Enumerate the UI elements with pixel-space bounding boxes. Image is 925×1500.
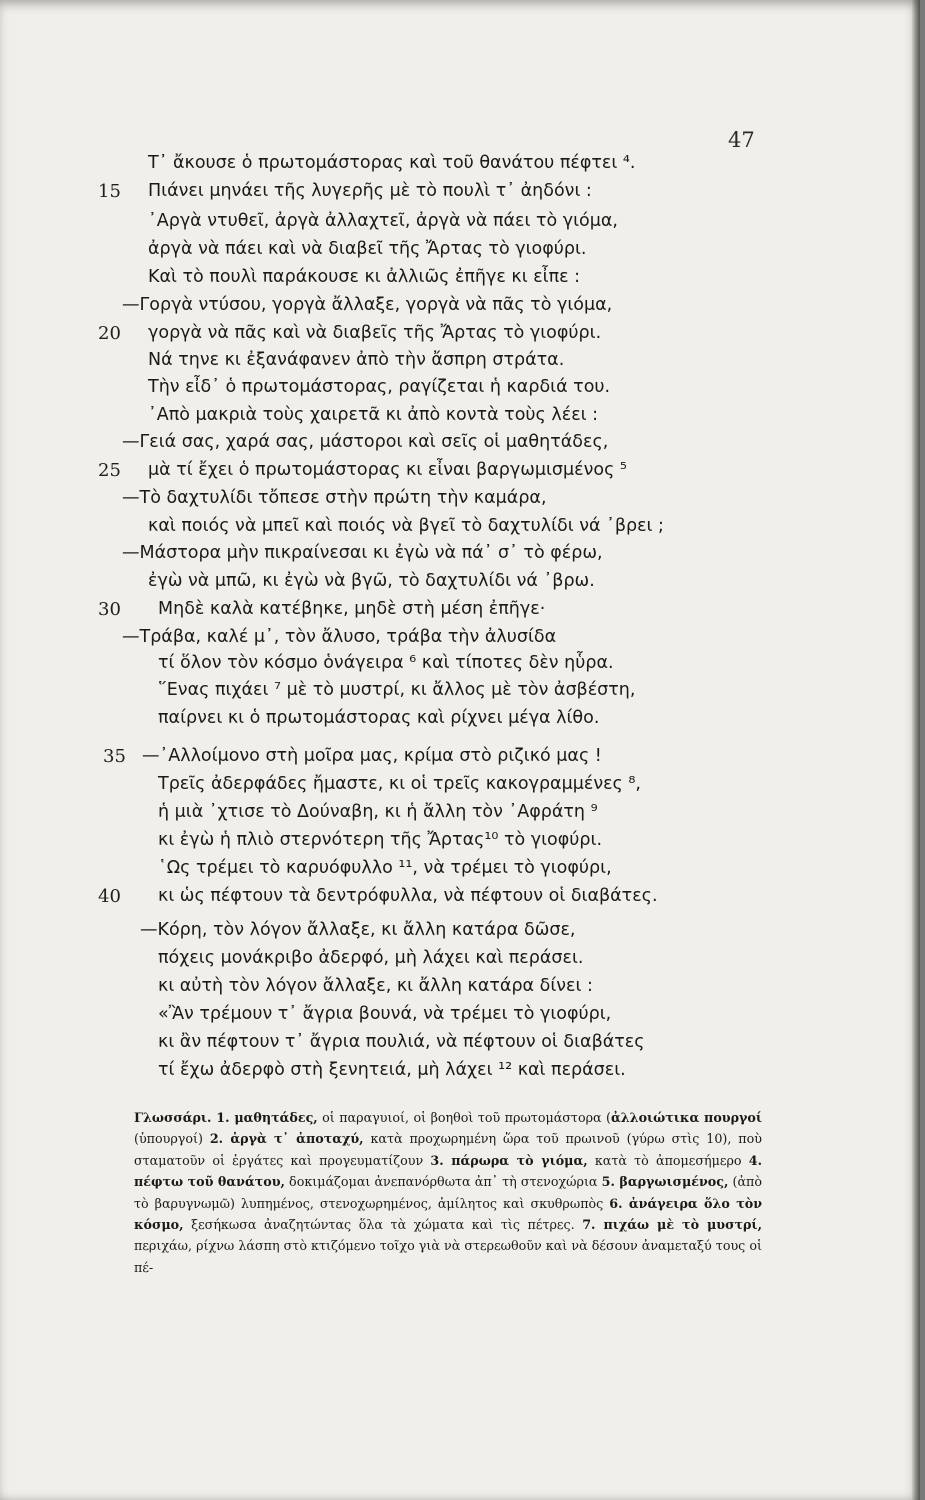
- verse-text: «Ἂν τρέμουν τ᾽ ἄγρια βουνά, νὰ τρέμει τὸ γιοφύρι,: [158, 1004, 612, 1024]
- verse-line: [0, 153, 880, 181]
- verse-line: [0, 323, 880, 351]
- glossary-term: 4. πέφτω τοῦ θανάτου,: [134, 1152, 763, 1190]
- verse-line: [0, 267, 880, 295]
- verse-line: [0, 627, 880, 655]
- verse-line: [0, 802, 880, 830]
- glossary-footnote: [134, 1107, 762, 1278]
- verse-line: [0, 886, 880, 914]
- verse-line: [0, 830, 880, 858]
- verse-line: [0, 653, 880, 681]
- verse-line: [0, 599, 880, 627]
- verse-text: ἐγὼ νὰ μπῶ, κι ἐγὼ νὰ βγῶ, τὸ δαχτυλίδι νά ᾽βρω.: [148, 571, 595, 591]
- verse-line: [0, 571, 880, 599]
- glossary-definition: κατὰ τὸ ἀπομεσήμερο: [587, 1152, 749, 1168]
- verse-line: [0, 746, 880, 774]
- verse-text: μὰ τί ἔχει ὁ πρωτομάστορας κι εἶναι βαργωμισμένος ⁵: [148, 460, 627, 480]
- verse-text: τί ὅλον τὸν κόσμο ὁνάγειρα ⁶ καὶ τίποτες δὲν ηὗρα.: [158, 653, 614, 673]
- verse-text: κι αὐτὴ τὸν λόγον ἄλλαξε, κι ἄλλη κατάρα δίνει :: [158, 976, 593, 996]
- verse-text: Νά τηνε κι ἐξανάφανεν ἀπὸ τὴν ἄσπρη στράτα.: [148, 350, 565, 370]
- verse-text: παίρνει κι ὁ πρωτομάστορας καὶ ρίχνει μέγα λίθο.: [158, 708, 600, 728]
- verse-text: —Τράβα, καλέ μ᾽, τὸν ἄλυσο, τράβα τὴν ἀλυσίδα: [122, 627, 557, 647]
- verse-line: [0, 774, 880, 802]
- page-number: 47: [728, 128, 755, 152]
- glossary-term: 6. ἀνάγειρα ὅλο τὸν κόσμο,: [134, 1195, 762, 1233]
- verse-line: [0, 295, 880, 323]
- verse-text: ῞Ενας πιχάει ⁷ μὲ τὸ μυστρί, κι ἄλλος μὲ τὸν ἀσβέστη,: [158, 680, 636, 700]
- verse-text: ᾿Απὸ μακριὰ τοὺς χαιρετᾶ κι ἀπὸ κοντὰ τοὺς λέει :: [148, 405, 599, 425]
- verse-text: —Κόρη, τὸν λόγον ἄλλαξε, κι ἄλλη κατάρα δῶσε,: [140, 920, 576, 940]
- verse-text: —᾿Αλλοίμονο στὴ μοῖρα μας, κρίμα στὸ ριζικό μας !: [142, 746, 602, 766]
- verse-text: καὶ ποιός νὰ μπεῖ καὶ ποιός νὰ βγεῖ τὸ δαχτυλίδι νά ᾽βρει ;: [148, 516, 664, 536]
- verse-line: [0, 181, 880, 209]
- verse-text: κι ἂν πέφτουν τ᾽ ἄγρια πουλιά, νὰ πέφτουν οἱ διαβάτες: [158, 1032, 645, 1052]
- glossary-definition: κατὰ προχωρημένη ὥρα τοῦ πρωινοῦ (γύρω στὶς 10), ποὺ σταματοῦν οἱ ἐργάτες καὶ προγευματίζουν: [134, 1131, 762, 1168]
- verse-text: Τ᾽ ἄκουσε ὁ πρωτομάστορας καὶ τοῦ θανάτου πέφτει ⁴.: [148, 153, 636, 173]
- line-number: 35: [103, 746, 126, 767]
- line-number: 40: [98, 886, 121, 907]
- glossary-term: ἀλλοιώτικα πουργοί: [611, 1110, 762, 1125]
- glossary-term: 2. ἀργὰ τ᾽ ἀποταχύ,: [209, 1131, 364, 1147]
- verse-text: —Μάστορα μὴν πικραίνεσαι κι ἐγὼ νὰ πά᾽ σ᾽ τὸ φέρω,: [122, 543, 603, 563]
- verse-line: [0, 377, 880, 405]
- verse-line: [0, 708, 880, 736]
- verse-line: [0, 680, 880, 708]
- glossary-definition: (ὑπουργοί): [134, 1131, 210, 1147]
- glossary-definition: περιχάω, ρίχνω λάσπη στὸ κτιζόμενο τοῖχο γιὰ νὰ στερεωθοῦν καὶ νὰ δέσουν ἀναμεταξύ τους οἱ πέ-: [134, 1238, 762, 1275]
- verse-text: ῾Ως τρέμει τὸ καρυόφυλλο ¹¹, νὰ τρέμει τὸ γιοφύρι,: [158, 858, 612, 878]
- glossary-definition: ξεσήκωσα ἀναζητώντας ὅλα τὰ χώματα καὶ τὶς πέτρες.: [183, 1217, 583, 1233]
- verse-line: [0, 948, 880, 976]
- verse-text: ᾿Αργὰ ντυθεῖ, ἀργὰ ἀλλαχτεῖ, ἀργὰ νὰ πάει τὸ γιόμα,: [148, 211, 618, 231]
- verse-line: [0, 405, 880, 433]
- verse-line: [0, 488, 880, 516]
- verse-text: —Γοργὰ ντύσου, γοργὰ ἄλλαξε, γοργὰ νὰ πᾶς τὸ γιόμα,: [122, 295, 613, 315]
- glossary-term: 5. βαργωισμένος,: [601, 1174, 729, 1190]
- line-number: 30: [98, 599, 121, 620]
- glossary-term: 3. πάρωρα τὸ γιόμα,: [430, 1152, 588, 1168]
- verse-text: Τρεῖς ἀδερφάδες ἤμαστε, κι οἱ τρεῖς κακογραμμένες ⁸,: [158, 774, 641, 794]
- verse-line: [0, 920, 880, 948]
- verse-text: Μηδὲ καλὰ κατέβηκε, μηδὲ στὴ μέση ἐπῆγε·: [158, 599, 546, 619]
- verse-line: [0, 858, 880, 886]
- verse-text: Τὴν εἶδ᾽ ὁ πρωτομάστορας, ραγίζεται ἡ καρδιά του.: [148, 377, 611, 397]
- verse-text: κι ἐγὼ ἡ πλιὸ στερνότερη τῆς Ἄρτας¹⁰ τὸ γιοφύρι.: [158, 830, 603, 850]
- line-number: 25: [98, 460, 121, 481]
- verse-line: [0, 1004, 880, 1032]
- verse-line: [0, 350, 880, 378]
- glossary-definition: οἱ παραγυιοί, οἱ βοηθοὶ τοῦ πρωτομάστορα (: [317, 1110, 612, 1125]
- glossary-definition: (ἀπὸ τὸ βαρυγνωμῶ) λυπημένος, στενοχωρημένος, ἀμίλητος καὶ σκυθρωπὸς: [134, 1174, 763, 1211]
- verse-line: [0, 1032, 880, 1060]
- verse-line: [0, 976, 880, 1004]
- glossary-term: Γλωσσάρι. 1. μαθητάδες,: [134, 1110, 318, 1125]
- line-number: 15: [98, 181, 121, 202]
- verse-line: [0, 460, 880, 488]
- verse-text: ἡ μιὰ ᾽χτισε τὸ Δούναβη, κι ἡ ἄλλη τὸν ᾽Αφράτη ⁹: [158, 802, 598, 822]
- verse-line: [0, 432, 880, 460]
- verse-text: —Γειά σας, χαρά σας, μάστοροι καὶ σεῖς οἱ μαθητάδες,: [122, 432, 609, 452]
- verse-line: [0, 239, 880, 267]
- verse-text: ἀργὰ νὰ πάει καὶ νὰ διαβεῖ τῆς Ἄρτας τὸ γιοφύρι.: [148, 239, 587, 259]
- verse-line: [0, 543, 880, 571]
- verse-line: [0, 516, 880, 544]
- verse-text: Πιάνει μηνάει τῆς λυγερῆς μὲ τὸ πουλὶ τ᾽ ἀηδόνι :: [148, 181, 592, 201]
- line-number: 20: [98, 323, 121, 344]
- verse-text: —Τὸ δαχτυλίδι τὄπεσε στὴν πρώτη τὴν καμάρα,: [122, 488, 547, 508]
- verse-text: κι ὡς πέφτουν τὰ δεντρόφυλλα, νὰ πέφτουν οἱ διαβάτες.: [158, 886, 658, 906]
- verse-text: πόχεις μονάκριβο ἀδερφό, μὴ λάχει καὶ περάσει.: [158, 948, 584, 968]
- verse-text: τί ἔχω ἀδερφὸ στὴ ξενητειά, μὴ λάχει ¹² καὶ περάσει.: [158, 1060, 626, 1080]
- glossary-definition: δοκιμάζομαι ἀνεπανόρθωτα ἀπ᾽ τὴ στενοχώρια: [284, 1174, 602, 1190]
- verse-text: γοργὰ νὰ πᾶς καὶ νὰ διαβεῖς τῆς Ἄρτας τὸ γιοφύρι.: [148, 323, 602, 343]
- verse-line: [0, 211, 880, 239]
- glossary-term: 7. πιχάω μὲ τὸ μυστρί,: [582, 1217, 762, 1233]
- verse-text: Καὶ τὸ πουλὶ παράκουσε κι ἀλλιῶς ἐπῆγε κι εἶπε :: [148, 267, 581, 287]
- verse-line: [0, 1060, 880, 1088]
